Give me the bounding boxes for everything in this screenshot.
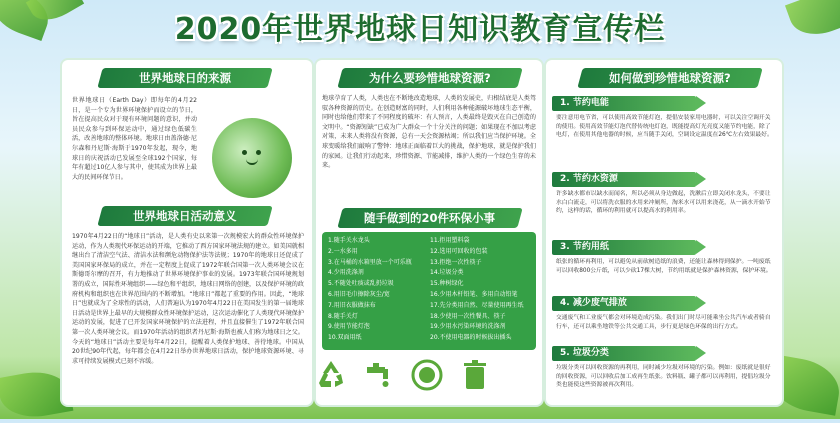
tip-item: 4.少用洗涤剂 [328,269,364,277]
tip-item: 3.在马桶的水箱里放一个可乐瓶 [328,258,412,266]
section-title-emission: 4. 减少废气排放 [552,296,696,311]
tip-item: 20.不使用电器的时候拔出插头 [430,334,512,342]
middle-heading-20-tips: 随手做到的20件环保小事 [337,208,522,228]
tip-item: 8.随手关灯 [328,312,358,320]
middle-why-text: 地球孕育了人类，人类也在不断地改造地球，人类的发展史，归根结底是人类驾驭各种资源的历史。在创造财富的同时，人们利用各种能源破坏地球生态平衡，同时也给他们带来了不同程度的破坏：有人预言，人类最终是毁灭在自己创造的文明中。“资源短缺”已成为广大群众一个十分关注的问题；如果现在不加以考虑对策，未来人类将没有资源，总有一天会资源枯竭；所以我们应当保护环境。全球变暖给我们敲响了警钟：地球正面临着巨大的挑战，保护地球，就是保护我们的家园。让我们行动起来，珍惜资源、节能减排，维护人类的一个绿色生存的未来。 [322,95,536,170]
section-title-water: 2. 节约水资源 [552,172,696,187]
tip-item: 1.随手关水龙头 [328,237,370,244]
tip-item: 6.用旧毛巾擦除灰尘/宽 [328,290,390,298]
tip-item: 13.拒绝一次性筷子 [430,258,482,266]
tip-item: 15.种树绿化 [430,280,464,288]
tip-item: 12.选用可回收的包装 [430,247,488,255]
section-text-garbage: 垃圾分类可以回收资源的再利用，同时减少垃圾对环境的污染。例如：废纸就是很好的回收资源，可以回收后加工成再生纸张。饮料瓶、罐子都可以再利用，提倡垃圾分类也能使这些资源被再次利用。 [556,365,771,389]
tip-item: 16.少用木杆铅笔、多用自动铅笔 [430,290,518,298]
tip-item: 9.使用节能灯泡 [328,323,370,331]
left-origin-text: 世界地球日（Earth Day）即每年的4月22日，是一个专为世界环境保护而设立的节日，旨在提高民众对于现有环境问题的意识，并动员民众参与到环保运动中，通过绿色低碳生活，改善地球的整体环境。地球日由盖洛德·尼尔森和丹尼斯·海斯于1970年发起，现今，地球日的庆祝活动已发展至全球192个国家，每年有超过10亿人参与其中，使其成为世界上最大的民间环保节日。 [72,97,197,181]
tips-list-right [430,236,534,344]
tip-item: 17.先分类用自然、尽量使用再生纸 [430,301,524,309]
left-heading-significance: 世界地球日活动意义 [97,206,272,226]
mascot-face [236,148,268,166]
right-heading-how: 如何做到珍惜地球资源? [577,68,762,88]
section-title-garbage: 5. 垃圾分类 [552,346,696,361]
middle-heading-why: 为什么要珍惜地球资源? [337,68,522,88]
page-title: 2020年世界地球日知识教育宣传栏 [174,12,666,47]
tips-list-left [328,236,428,344]
tip-item: 5.不随处吐痰或乱扔垃圾 [328,280,394,288]
eco-icons-row [312,356,494,394]
tip-item: 10.双面用纸 [328,334,362,342]
recycle-icon [312,356,350,394]
section-text-emission: 交通废气和工业废气都会对环境造成污染。我们出门时尽可能乘坐公共汽车或者骑自行车，还可以乘坐地铁等公共交通工具，步行更是绿色环保的出行方式。 [556,315,771,330]
tip-item: 19.少用水污染环境的洗涤剂 [430,323,506,331]
section-text-electricity: 要注意用电节省，可以使用高效节能灯泡，提倡安装家用电器时，可以关注空调开关的使用。使用高效节能灯泡代替传统电灯泡，既能提高灯光亮度又能节约电能，除了电灯，在使用其他电器的时候，应当随手关闭，空调设定温度在26℃左右效果最好。 [556,115,773,139]
tip-item: 2.一水多用 [328,247,358,255]
left-significance-text: 1970年4月22日的“地球日”活动，是人类有史以来第一次规模宏大的群众性环境保护运动，作为人类现代环保运动的开端，它推动了西方国家环境法规的建立。如美国就相继出台了清洁空气法、清洁水法和濒危动物保护法等法规；1970年的地球日还促成了美国国家环保局的成立，并在一定程度上促成了1972年联合国第一次人类环境会议在斯德哥尔摩的召开，有力地推动了世界环境保护事业的发展。1973年联合国环境规划署的成立，国际性环境组织——绿色和平组织，地球日网络的创建，以及保护环境的政府机构和组织也在世界范围内的不断增加。“地球日”都起了重要的作用。因此，“地球日”也就成为了全球性的活动，人们普遍认为1970年4月22日在美国发生的第一届地球日活动是世界上最早的大规模群众性环境保护运动，这次运动催化了人类现代环境保护运动的发展，促进了已开发国家环境保护的立法进程，并且直接催生了1972年联合国第一次人类环境会议。而1970年活动的组织者丹尼斯·海斯也被人们称为地球日之父。今天的“地球日”活动主要是每年4月22日，提醒着人类保护地球、善待地球。中国从20世纪90年代起，每年都会在4月22日举办世界地球日活动，保护地球资源环境、寻求可持续发展模式已刻不容缓。 [72,233,304,365]
section-text-paper: 纸张的循环再利用，可以避免从前砍树造纸的浪费，还能让森林得到保护。一吨废纸可以回收800公斤纸，可以少砍17棵大树，节约用纸就是保护森林资源，保护环境。 [556,259,772,274]
trash-bin-icon [456,356,494,394]
tip-item: 18.少使用一次性餐具、筷子 [430,312,506,320]
left-heading-origin: 世界地球日的来源 [97,68,272,88]
section-text-water: 许多缺水都市以缺水而闻名，所以必须从身边做起，洗漱后立即关闭水龙头，不要让水白白流走，可以将洗衣服的水用来冲厕所，淘米水可以用来浇花，从一滴水开始节约，这样的话，循环的利用就可以提高水的利用率。 [556,191,771,215]
section-title-electricity: 1. 节约电能 [552,96,696,111]
tip-item: 11.拒用塑料袋 [430,237,470,244]
tip-item: 7.用旧衣服做抹布 [328,301,376,309]
faucet-icon [360,356,398,394]
tip-item: 14.垃圾分类 [430,269,464,277]
section-title-paper: 3. 节约用纸 [552,240,696,255]
earth-recycle-icon [408,356,446,394]
